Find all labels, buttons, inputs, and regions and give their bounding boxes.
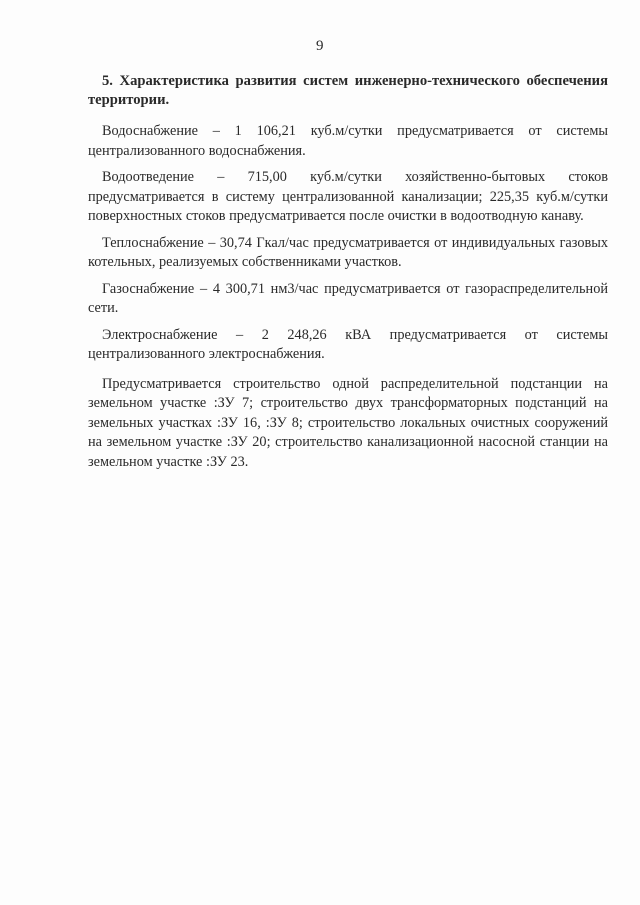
section-content	[88, 72, 608, 479]
paragraph-power-supply: Электроснабжение – 2 248,26 кВА предусматривается от системы централизованного электроснабжения.	[88, 326, 608, 362]
paragraph-water-disposal: Водоотведение – 715,00 куб.м/сутки хозяйственно-бытовых стоков предусматривается в систему централизованной канализации; 225,35 куб.м/сутки поверхностных стоков предусматривается после очистки в водоотводную канаву.	[88, 169, 608, 224]
section-heading: 5. Характеристика развития систем инженерно-технического обеспечения территории.	[88, 73, 608, 108]
paragraph-heat-supply: Теплоснабжение – 30,74 Гкал/час предусматривается от индивидуальных газовых котельных, реализуемых собственниками участков.	[88, 234, 608, 270]
paragraph-gas-supply: Газоснабжение – 4 300,71 нм3/час предусматривается от газораспределительной сети.	[88, 280, 608, 316]
page-number: 9	[316, 38, 324, 54]
paragraph-construction: Предусматривается строительство одной распределительной подстанции на земельном участке :ЗУ 7; строительство двух трансформаторных подстанций на земельных участках :ЗУ 16, :ЗУ 8; строительство локальных очистных сооружений на земельном участке :ЗУ 20; строительство канализационной насосной станции на земельном участке :ЗУ 23.	[88, 375, 608, 470]
paragraph-water-supply: Водоснабжение – 1 106,21 куб.м/сутки предусматривается от системы централизованного водоснабжения.	[88, 123, 608, 159]
